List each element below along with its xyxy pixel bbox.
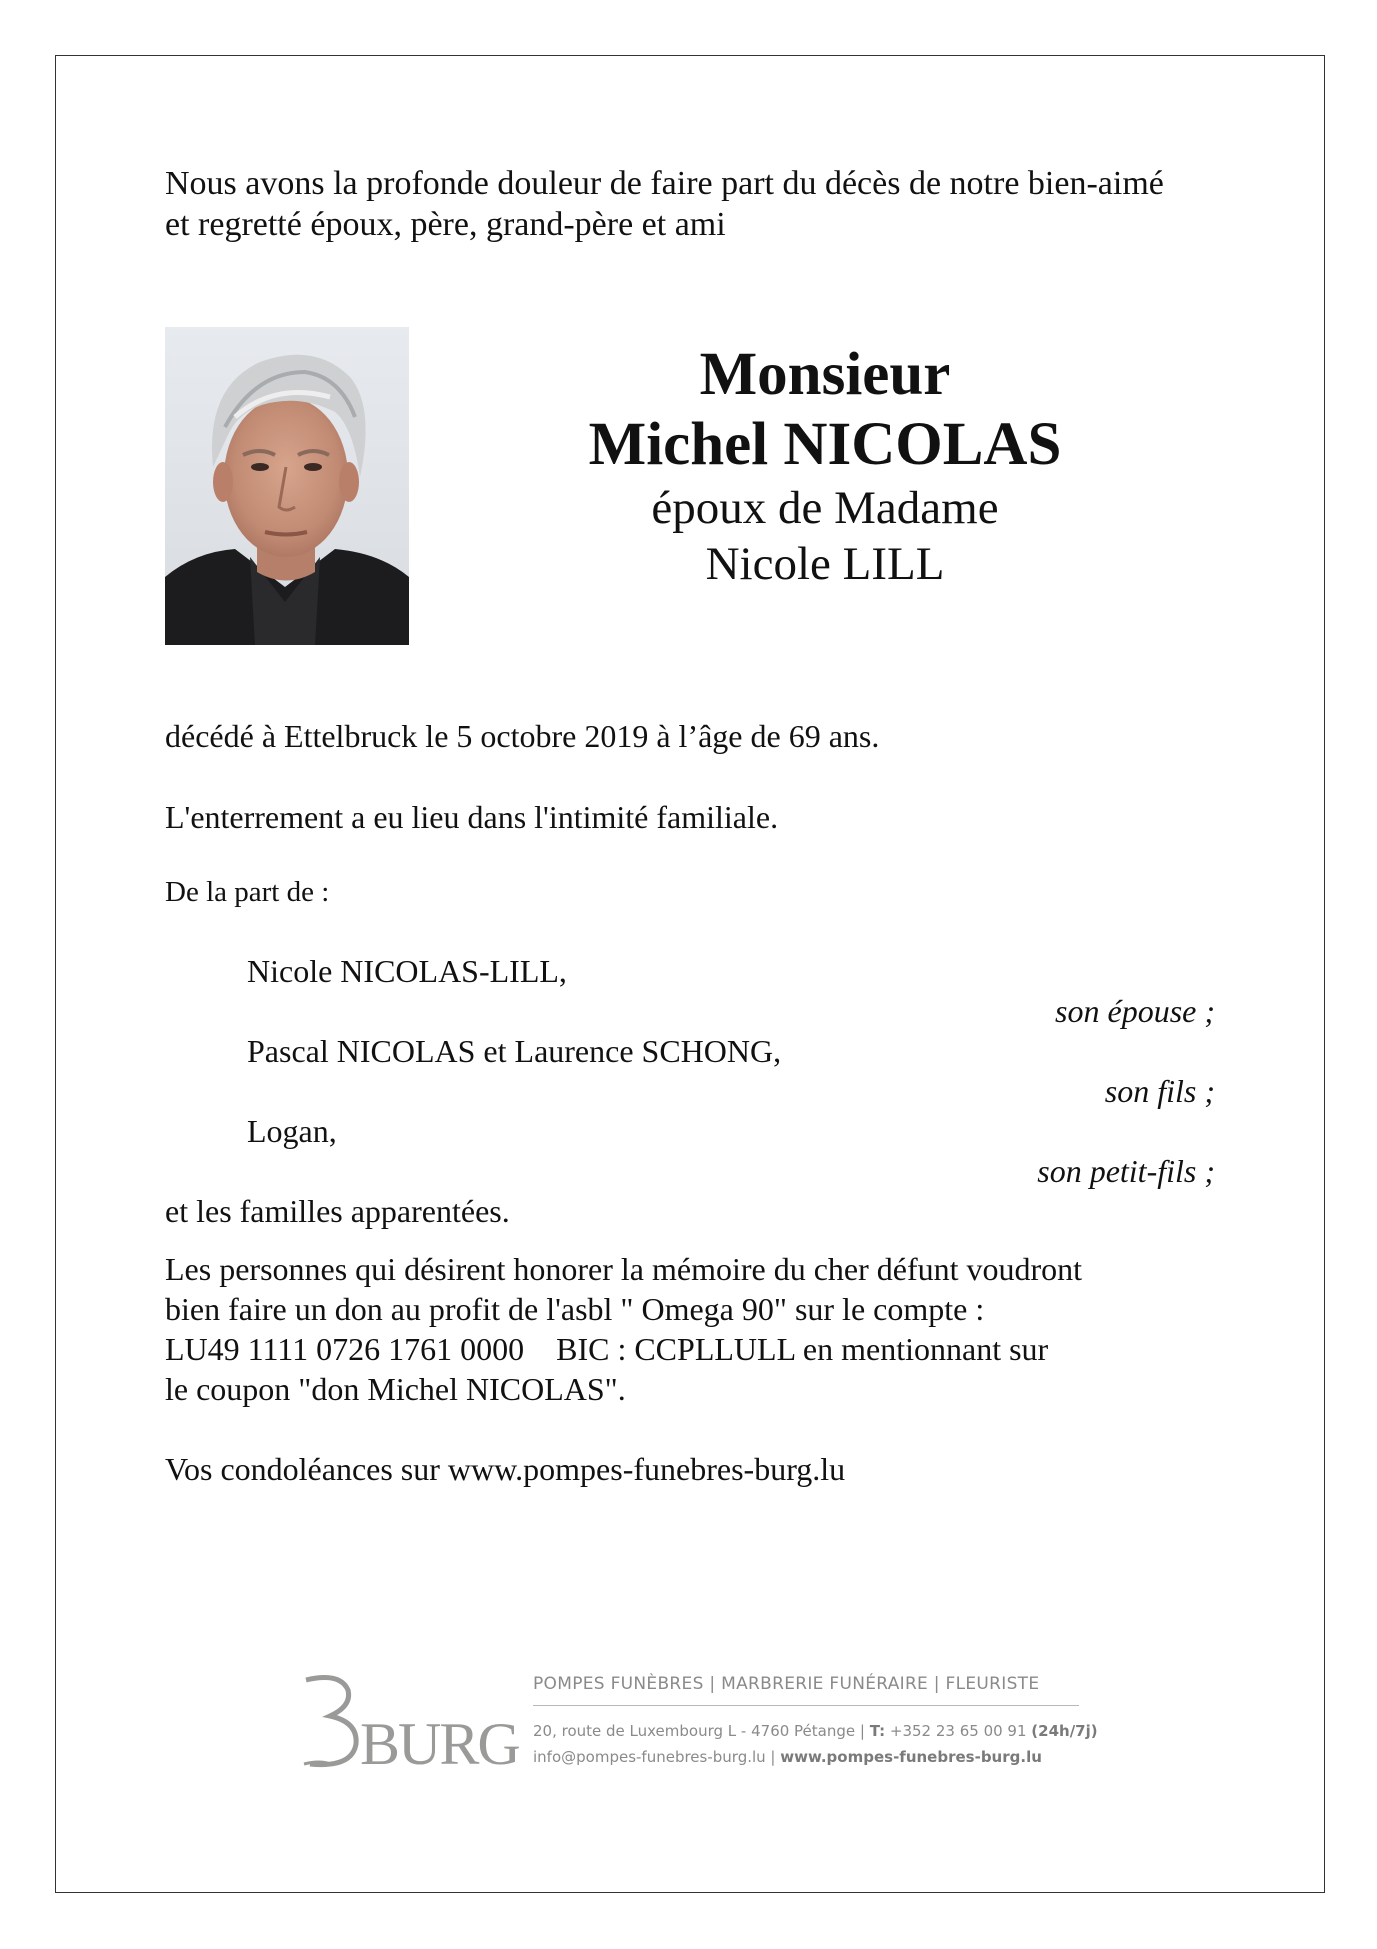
burg-logo <box>300 1672 519 1777</box>
email-link[interactable]: info@pompes-funebres-burg.lu | <box>533 1748 781 1766</box>
address-line <box>533 1718 1098 1744</box>
family-member-relation: son petit-fils ; <box>1037 1153 1215 1189</box>
family-member-name: Nicole NICOLAS-LILL, <box>247 953 567 989</box>
spouse-name: Nicole LILL <box>705 538 945 590</box>
logo-text: BURG <box>360 1711 519 1777</box>
website-link[interactable]: www.pompes-funebres-burg.lu <box>780 1748 1042 1766</box>
phone-number: +352 23 65 00 91 <box>885 1722 1032 1740</box>
death-notice: décédé à Ettelbruck le 5 octobre 2019 à l’âge de 69 ans. <box>165 718 880 754</box>
email-line <box>533 1744 1079 1770</box>
family-member-relation: son épouse ; <box>1055 993 1215 1029</box>
deceased-portrait-photo <box>165 327 409 645</box>
funeral-notice: L'enterrement a eu lieu dans l'intimité familiale. <box>165 799 779 835</box>
deceased-title: Monsieur <box>699 341 951 408</box>
intro-text <box>165 163 1164 245</box>
donation-line-3: LU49 1111 0726 1761 0000 BIC : CCPLLULL en mentionnant sur <box>165 1331 1049 1367</box>
deceased-name-block <box>500 340 1150 592</box>
intro-line-2: et regretté époux, père, grand-père et ami <box>165 206 726 243</box>
relatives-line: et les familles apparentées. <box>165 1193 510 1229</box>
services-line: POMPES FUNÈBRES | MARBRERIE FUNÉRAIRE | FLEURISTE <box>533 1674 1040 1694</box>
condolences-line: Vos condoléances sur www.pompes-funebres-burg.lu <box>165 1451 846 1487</box>
family-member-name: Pascal NICOLAS et Laurence SCHONG, <box>247 1033 782 1069</box>
address: 20, route de Luxembourg L - 4760 Pétange | <box>533 1722 870 1740</box>
intro-line-1: Nous avons la profonde douleur de faire part du décès de notre bien-aimé <box>165 165 1164 202</box>
footer-company-info <box>533 1669 1098 1770</box>
donation-line-4: le coupon "don Michel NICOLAS". <box>165 1371 626 1407</box>
from-label: De la part de : <box>165 876 330 908</box>
donation-line-2: bien faire un don au profit de l'asbl " Omega 90" sur le compte : <box>165 1291 985 1327</box>
donation-line-1: Les personnes qui désirent honorer la mémoire du cher défunt voudront <box>165 1251 1083 1287</box>
phone-label: T: <box>869 1722 886 1740</box>
phone-hours: (24h/7j) <box>1031 1722 1098 1740</box>
footer-divider <box>533 1705 1079 1706</box>
family-member-relation: son fils ; <box>1104 1073 1215 1109</box>
deceased-name: Michel NICOLAS <box>588 411 1062 478</box>
spouse-prefix: époux de Madame <box>651 482 999 534</box>
donation-paragraph <box>165 1249 1082 1409</box>
family-member-name: Logan, <box>247 1113 337 1149</box>
